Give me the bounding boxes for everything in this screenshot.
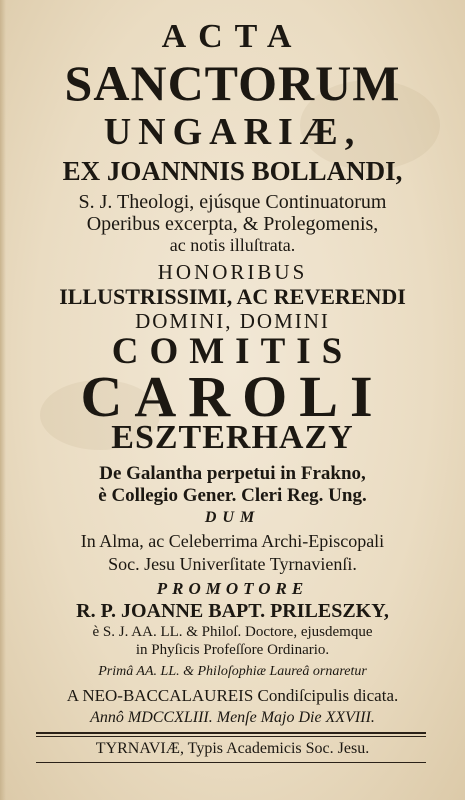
dedication-collegio: è Collegio Gener. Cleri Reg. Ung. (98, 485, 367, 506)
title-acta: ACTA (161, 18, 304, 55)
subtitle-theologi: S. J. Theologi, ejúsque Continuatorum (78, 191, 387, 213)
subtitle-bollandi: EX JOANNNIS BOLLANDI, (62, 156, 403, 186)
title-ungariae: UNGARIÆ, (103, 111, 362, 153)
laurea-line: Primâ AA. LL. & Philoſophiæ Laureâ ornaretur (98, 664, 367, 679)
promotore-heading: PROMOTORE (156, 579, 309, 598)
dedication-galantha: De Galantha perpetui in Frakno, (99, 463, 366, 484)
imprint-rule-top-thin (36, 736, 426, 737)
date-line: Annô MDCCXLIII. Menſe Majo Die XXVIII. (90, 709, 375, 726)
occasion-dum: DUM (204, 509, 261, 526)
dedication-eszterhazy: ESZTERHAZY (111, 419, 354, 456)
dedication-illustrissimi: ILLUSTRISSIMI, AC REVERENDI (59, 284, 406, 309)
promotore-name: R. P. JOANNE BAPT. PRILESZKY, (76, 600, 389, 622)
subtitle-notis: ac notis illuſtrata. (169, 235, 296, 255)
dedication-caroli: CAROLI (80, 364, 385, 429)
dedication-comitis: COMITIS (111, 331, 354, 372)
promotore-professor: in Phyſicis Profeſſore Ordinario. (135, 642, 330, 658)
imprint: TYRNAVIÆ, Typis Academicis Soc. Jesu. (95, 740, 370, 757)
occasion-alma: In Alma, ac Celeberrima Archi-Episcopali (80, 531, 385, 551)
promotore-title: è S. J. AA. LL. & Philoſ. Doctore, ejusdemque (92, 624, 373, 640)
dedication-domini: DOMINI, DOMINI (135, 309, 330, 333)
imprint-rule-top (36, 732, 426, 734)
baccalaureis-line: A NEO-BACCALAUREIS Condiſcipulis dicata. (66, 686, 399, 705)
imprint-rule-bottom (36, 762, 426, 763)
dedication-honoribus: HONORIBUS (157, 260, 308, 284)
subtitle-operibus: Operibus excerpta, & Prolegomenis, (86, 213, 379, 235)
occasion-universitate: Soc. Jesu Univerſitate Tyrnavienſi. (108, 554, 357, 574)
title-sanctorum: SANCTORUM (64, 55, 401, 111)
